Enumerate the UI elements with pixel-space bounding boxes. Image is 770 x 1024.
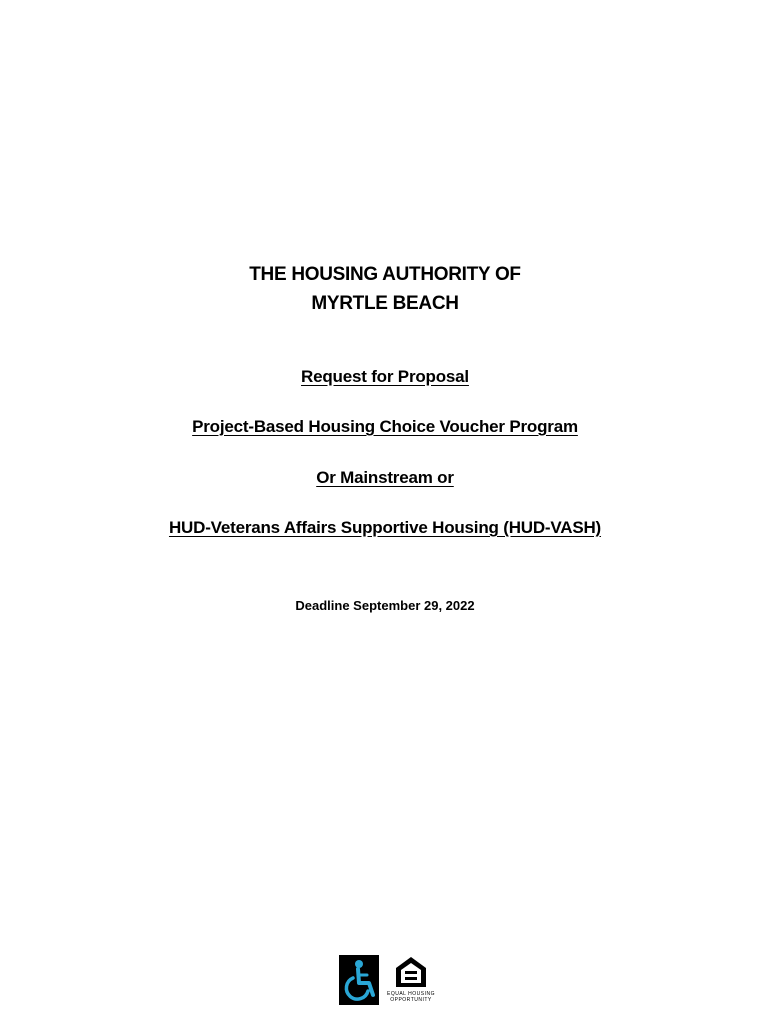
deadline-text: Deadline September 29, 2022	[295, 598, 475, 613]
program-heading: Project-Based Housing Choice Voucher Program	[192, 417, 578, 436]
org-title-line1: THE HOUSING AUTHORITY OF	[249, 264, 521, 285]
equal-housing-opportunity-icon	[394, 955, 428, 989]
footer-logos	[339, 955, 435, 1005]
vash-heading: HUD-Veterans Affairs Supportive Housing (HUD-VASH)	[168, 518, 602, 537]
org-title-line2: MYRTLE BEACH	[311, 293, 459, 314]
equal-housing-caption-line2: OPPORTUNITY	[390, 997, 432, 1003]
request-heading: Request for Proposal	[301, 367, 469, 386]
equal-housing-logo	[387, 955, 435, 1005]
equal-housing-caption	[387, 991, 435, 1003]
mainstream-heading: Or Mainstream or	[316, 468, 454, 487]
wheelchair-accessibility-icon	[339, 955, 379, 1005]
equal-housing-caption-line1: EQUAL HOUSING	[387, 991, 435, 997]
